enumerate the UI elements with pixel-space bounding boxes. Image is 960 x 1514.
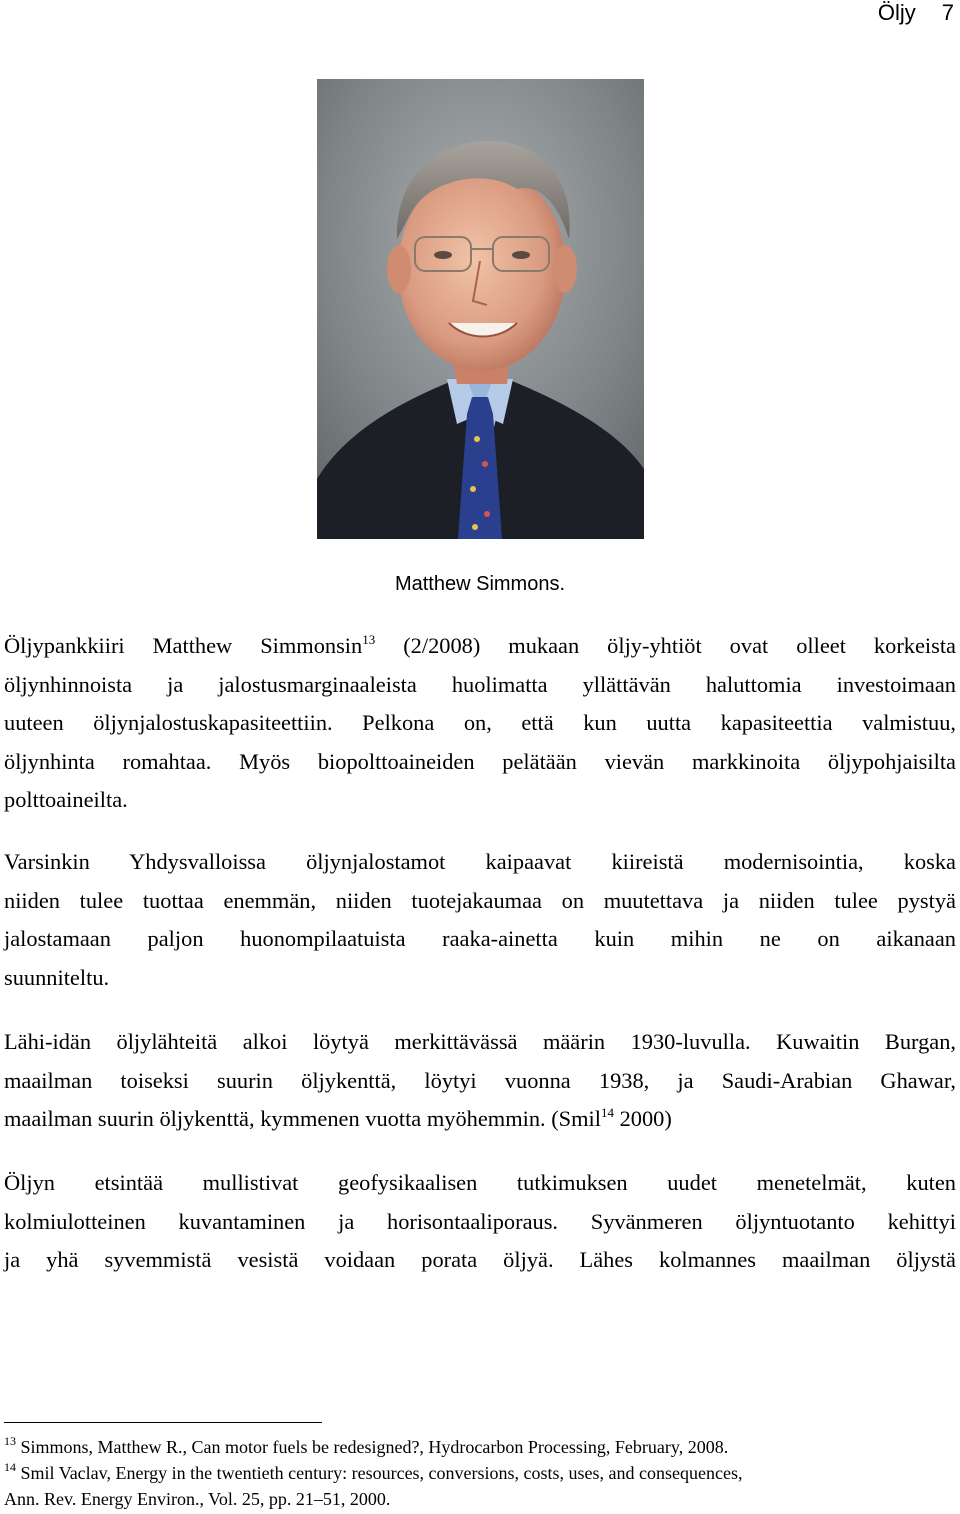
page-header (878, 0, 954, 26)
text-line: ja yhä syvemmistä vesistä voidaan porata öljyä. Lähes kolmannes maailman öljystä (4, 1247, 956, 1272)
text-line: Lähi-idän öljylähteitä alkoi löytyä merkittävässä määrin 1930-luvulla. Kuwaitin Burgan, (4, 1029, 956, 1054)
text-line: (2/2008) mukaan öljy-yhtiöt ovat olleet korkeista (375, 633, 956, 658)
footnote-text: Simmons, Matthew R., Can motor fuels be redesigned?, Hydrocarbon Processing, February, 2008. (16, 1437, 729, 1457)
text-line: jalostamaan paljon huonompilaatuista raaka-ainetta kuin mihin ne on aikanaan (4, 926, 956, 951)
footnote-ref-13: 13 (362, 632, 376, 647)
footnote-separator (4, 1422, 322, 1423)
text-line: Varsinkin Yhdysvalloissa öljynjalostamot kaipaavat kiireistä modernisointia, koska (4, 849, 956, 874)
text-line: Öljypankkiiri Matthew Simmonsin (4, 633, 363, 658)
paragraph-3 (4, 1023, 956, 1139)
footnote-number: 14 (4, 1460, 16, 1474)
footnote-ref-14: 14 (601, 1105, 614, 1120)
text-line: uuteen öljynjalostuskapasiteettiin. Pelkona on, että kun uutta kapasiteettia valmistuu, (4, 710, 956, 735)
paragraph-2 (4, 843, 956, 997)
footnote-text: Ann. Rev. Energy Environ., Vol. 25, pp. 21–51, 2000. (4, 1489, 391, 1509)
portrait-photo (317, 79, 644, 539)
text-line: 2000) (614, 1106, 672, 1131)
footnote-13 (4, 1435, 956, 1459)
text-line: suunniteltu. (4, 964, 110, 990)
footnote-14 (4, 1461, 956, 1485)
footnote-number: 13 (4, 1434, 16, 1448)
footnote-text: Smil Vaclav, Energy in the twentieth century: resources, conversions, costs, uses, and consequences, (16, 1463, 743, 1483)
text-line: polttoaineilta. (4, 787, 128, 812)
text-line: öljynhinnoista ja jalostusmarginaaleista huolimatta yllättävän haluttomia investoimaan (4, 671, 956, 697)
footnote-14-continued (4, 1487, 956, 1511)
text-line: maailman toiseksi suurin öljykenttä, löytyi vuonna 1938, ja Saudi-Arabian Ghawar, (4, 1067, 956, 1093)
photo-caption: Matthew Simmons. (394, 573, 566, 595)
text-line: kolmiulotteinen kuvantaminen ja horisontaaliporaus. Syvänmeren öljyntuotanto kehittyi (4, 1208, 956, 1234)
text-line: maailman suurin öljykenttä, kymmenen vuotta myöhemmin. (Smil (4, 1106, 601, 1131)
page-number: 7 (941, 0, 954, 25)
paragraph-4 (4, 1164, 956, 1280)
text-line: Öljyn etsintää mullistivat geofysikaalisen tutkimuksen uudet menetelmät, kuten (4, 1170, 956, 1195)
paragraph-1 (4, 627, 956, 820)
running-title: Öljy (877, 0, 916, 25)
text-line: öljynhinta romahtaa. Myös biopolttoaineiden pelätään vievän markkinoita öljypohjaisilta (4, 748, 956, 774)
text-line: niiden tulee tuottaa enemmän, niiden tuotejakaumaa on muutettava ja niiden tulee pystyä (4, 887, 956, 913)
